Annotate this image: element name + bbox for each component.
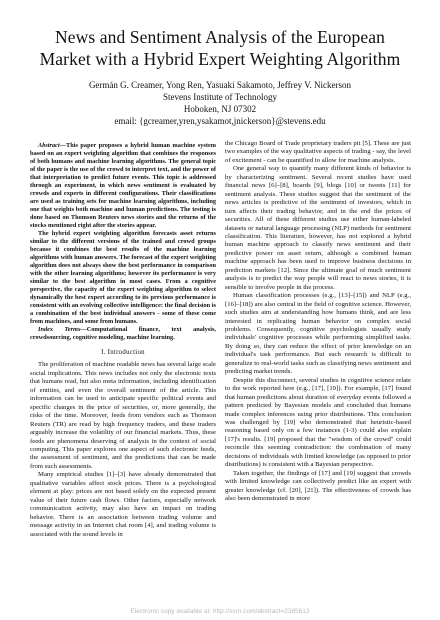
affiliation: Stevens Institute of Technology	[163, 92, 277, 102]
email-address: email: {gcreamer,yren,ysakamot,jnickerson}@stevens.edu	[114, 116, 326, 126]
index-terms	[30, 326, 216, 342]
right-paragraph-4: Despite this disconnect, several studies in cognitive science relate to the work reported here (e.g., [17], [19]). For example, [17] found that human predictions about duration of everyday events followed a pattern predicted by Bayesian models and concluded that humans made complex inferences using prior distributions. This conclusion was challenged by [19] who demonstrated that heuristic-based reasoning based only on a few instances (1-3) could also explain [17]'s results. [19] proposed that the "wisdom of the crowd" could reconcile this seeming contradiction: the combination of many decisions of individuals with limited knowledge (as opposed to prior distributions) is consistent with a Bayesian perspective.	[225, 376, 411, 469]
address: Hoboken, NJ 07302	[183, 104, 257, 114]
abstract-label: Abstract	[38, 142, 60, 149]
abstract	[30, 142, 216, 230]
left-column	[30, 142, 216, 604]
ssrn-watermark: Electronic copy available at: http://ssrn.com/abstract=2385613	[130, 608, 310, 615]
index-terms-label: Index Terms	[38, 326, 81, 333]
right-paragraph-2: One general way to quantify many different kinds of behavior is by characterizing sentiment. Several recent studies have used financial news [6]–[8], boards [9], blogs [10] or tweets [11] for sentiment analysis. These studies suggest that the sentiment of the news articles is predictive of the sentiment of investors, which in turn affects their trading behavior, and in the end the prices of securities. All of these different studies use either human-labeled datasets or natural language processing (NLP) methods for sentiment classification. This literature, however, has not explored a hybrid human machine approach to classify news sentiment and their predictive power on asset return, although a combined human machine approach has been used to improve business decisions in prediction markets [12]. Since the ultimate goal of much sentiment analysis is to predict the way people will react to news stories, it is sensible to involve people in the process.	[225, 165, 411, 291]
right-paragraph-3: Human classification processes (e.g., [13]–[15]) and NLP (e.g., [16]–[18]) are also central in the field of cognitive science. However, such studies aim at understanding how humans think, and are less interested in replicating human behavior on complex social problems. Consequently, cognitive psychologists usually study individuals' cognitive processes while performing simplified tasks. By doing so, they can reduce the effect of prior knowledge on an individual's task performance. But such research is difficult to generalize to real-world tasks such as classifying news sentiment and predicting market trends.	[225, 292, 411, 376]
right-paragraph-5: Taken together, the findings of [17] and [19] suggest that crowds with limited knowledge can collectively predict like an expert with greater knowledge (cf. [20], [21]). The effectiveness of crowds has also been demonstrated in more	[225, 469, 411, 503]
right-paragraph-1: the Chicago Board of Trade proprietary traders pit [5]. These are just two examples of the way qualitative aspects of trading - say, the level of excitement - can be quantified to allow for machine analysis.	[225, 140, 411, 164]
abstract-continued: The hybrid expert weighting algorithm forecasts asset returns similar to the different versions of the trained and crowd groups because it combines the best results of the machine learning algorithms with human answers. The forecast of the expert weighting algorithm does not always show the best performance in comparison with the other learning algorithms; however its performance is very similar to the best algorithm in most cases. From a cognitive perspective, the capacity of the expert weighting algorithm to select dynamically the best expert according to its previous performance is consistent with an evolving collective intelligence: the final decision is a combination of the best individual answers - some of these come from machines, and some from humans.	[30, 230, 216, 325]
title-line-1: News and Sentiment Analysis of the European	[55, 27, 385, 47]
intro-paragraph-1: The proliferation of machine readable news has several large scale social implications. This news includes not only the electronic texts that humans read, but also meta information, including identification of entities, and even the overall sentiment of the article. This information can be used to anticipate specific political events and specific changes in the price of securities, or, more generally, the risks of the time. Moreover, feeds from vendors such as Thomson Reuters (TR) are read by high frequency traders, and these traders arguably increase the volatility of our financial markets. Thus, these feeds are phenomena deserving of analysis in the context of social computing. This paper explores one aspect of such electronic feeds, the assessment of sentiment, and the predictions that can be made from such assessments.	[30, 361, 216, 470]
right-column	[225, 140, 411, 606]
section-heading-introduction: I. Introduction	[101, 349, 145, 356]
paper-title	[30, 26, 410, 70]
intro-paragraph-2: Many empirical studies [1]–[3] have already demonstrated that qualitative variables affect stock prices. There is a psychological element at play: prices are not based solely on the expected present value of their future cash flows. Other factors, especially network communication activity, may also have an impact on trading behavior. There is an association between trading volume and message activity in an Internet chat room [4], and trading volume is associated with the sound levels in	[30, 471, 216, 538]
abstract-text: —This paper proposes a hybrid human machine system based on an expert weighting algorithm that combines the responses of both humans and machine learning algorithms. The general topic of the paper is the use of the crowd to interpret text, and the power of that interpretation to predict future events. This topic is addressed through an experiment, in which news sentiment is evaluated by crowds and experts in different configurations. Their classifications are used as training sets for machine learning algorithms, including one that weights both machine and human predictions. The testing is done based on Thomson Reuters news stories and the returns of the stocks mentioned right after the stories appear.	[30, 142, 216, 229]
author-block	[30, 79, 410, 127]
index-terms-text: —Computational finance, text analysis, crowdsourcing, cognitive modeling, machine learning.	[30, 326, 216, 341]
author-names: Germán G. Creamer, Yong Ren, Yasuaki Sakamoto, Jeffrey V. Nickerson	[88, 80, 352, 90]
title-line-2: Market with a Hybrid Expert Weighting Algorithm	[39, 49, 401, 69]
